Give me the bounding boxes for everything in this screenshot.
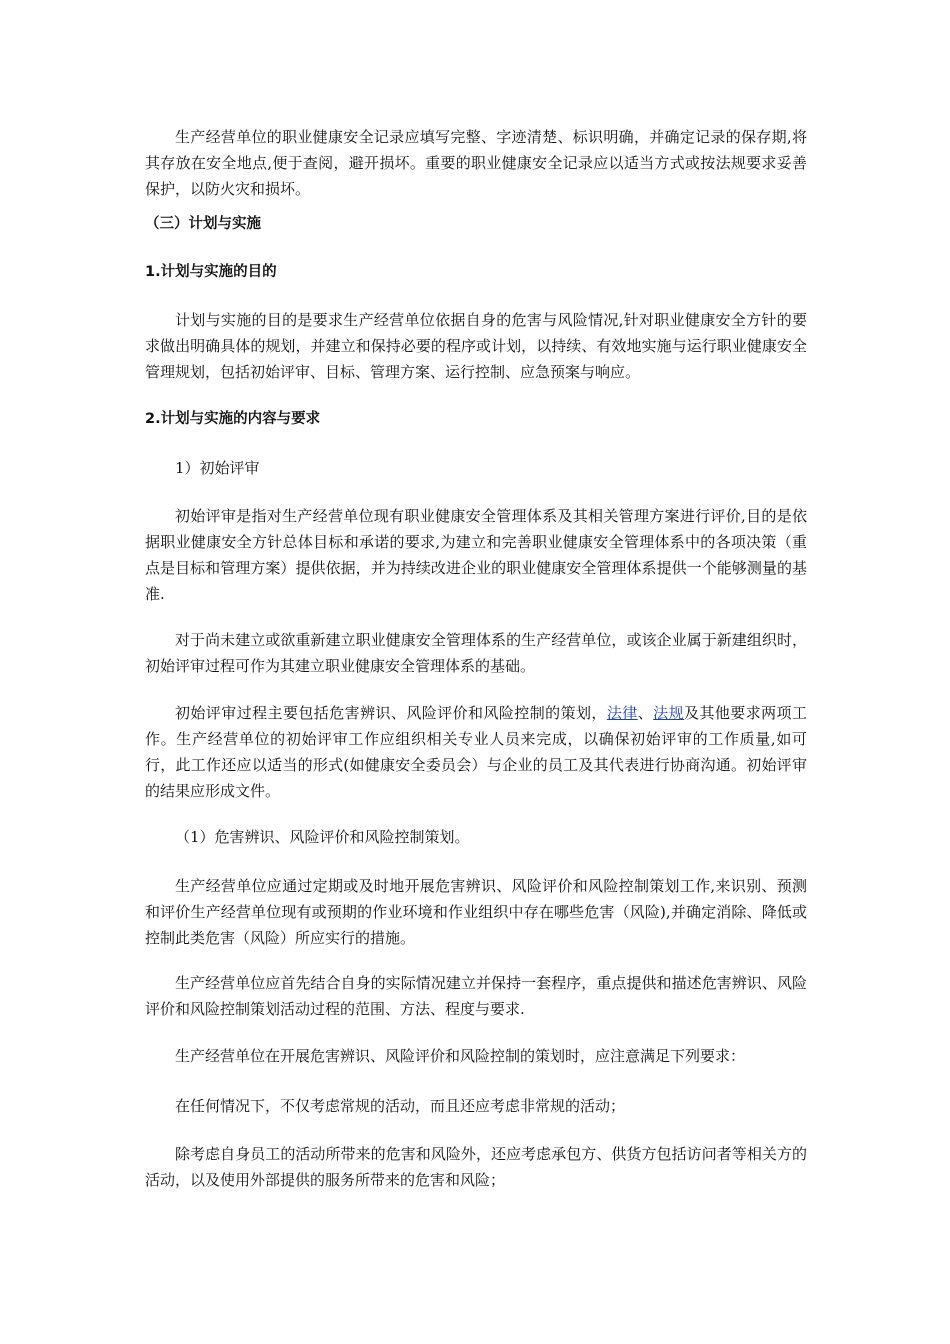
section-heading-plan-implement: （三）计划与实施 [145, 216, 261, 232]
paragraph-requirements-intro: 生产经营单位在开展危害辨识、风险评价和风险控制的策划时，应注意满足下列要求： [175, 1047, 746, 1065]
paragraph-requirement-routine: 在任何情况下，不仅考虑常规的活动，而且还应考虑非常规的活动； [175, 1097, 626, 1115]
link-law[interactable]: 法律 [606, 704, 638, 722]
paragraph-initial-review-definition: 初始评审是指对生产经营单位现有职业健康安全管理体系及其相关管理方案进行评价,目的是依据职业健康安全方针总体目标和承诺的要求,为建立和完善职业健康安全管理体系中的各项决策（重点是目标和管理方案）提供依据，并为持续改进企业的职业健康安全管理体系提供一个能够测量的基准. [145, 507, 807, 603]
paragraph-purpose: 计划与实施的目的是要求生产经营单位依据自身的危害与风险情况,针对职业健康安全方针的要求做出明确具体的规划，并建立和保持必要的程序或计划，以持续、有效地实施与运行职业健康安全管理规划，包括初始评审、目标、管理方案、运行控制、应急预案与响应。 [145, 311, 807, 381]
paragraph-text-after-links: 及其他要求两项工作。生产经营单位的初始评审工作应组织相关专业人员来完成，以确保初始评审的工作质量,如可行，此工作还应以适当的形式(如健康安全委员会）与企业的员工及其代表进行协商沟通。初始评审的结果应形成文件。 [145, 704, 807, 800]
paragraph-initial-review-basis: 对于尚未建立或欲重新建立职业健康安全管理体系的生产经营单位，或该企业属于新建组织时，初始评审过程可作为其建立职业健康安全管理体系的基础。 [145, 631, 807, 675]
link-regulation[interactable]: 法规 [653, 704, 685, 722]
paragraph-procedure: 生产经营单位应首先结合自身的实际情况建立并保持一套程序，重点提供和描述危害辨识、风险评价和风险控制策划活动过程的范围、方法、程度与要求. [145, 974, 807, 1018]
paragraph-initial-review-process [145, 700, 807, 804]
link-separator: 、 [637, 704, 654, 722]
subheading-hazard-identification: （1）危害辨识、风险评价和风险控制策划。 [175, 828, 470, 846]
paragraph-requirement-contractors: 除考虑自身员工的活动所带来的危害和风险外，还应考虑承包方、供货方包括访问者等相关方的活动，以及使用外部提供的服务所带来的危害和风险； [145, 1145, 807, 1189]
paragraph-hazard-identification: 生产经营单位应通过定期或及时地开展危害辨识、风险评价和风险控制策划工作,来识别、预测和评价生产经营单位现有或预期的作业环境和作业组织中存在哪些危害（风险),并确定消除、降低或控制此类危害（风险）所应实行的措施。 [145, 877, 807, 947]
paragraph-text-before-links: 初始评审过程主要包括危害辨识、风险评价和风险控制的策划， [175, 704, 607, 722]
heading-content-requirements: 2.计划与实施的内容与要求 [145, 411, 321, 427]
heading-purpose: 1.计划与实施的目的 [145, 264, 277, 280]
paragraph-records: 生产经营单位的职业健康安全记录应填写完整、字迹清楚、标识明确，并确定记录的保存期,将其存放在安全地点,便于查阅，避开损坏。重要的职业健康安全记录应以适当方式或按法规要求妥善保护，以防火灾和损坏。 [145, 128, 807, 198]
subheading-initial-review: 1）初始评审 [175, 459, 260, 477]
